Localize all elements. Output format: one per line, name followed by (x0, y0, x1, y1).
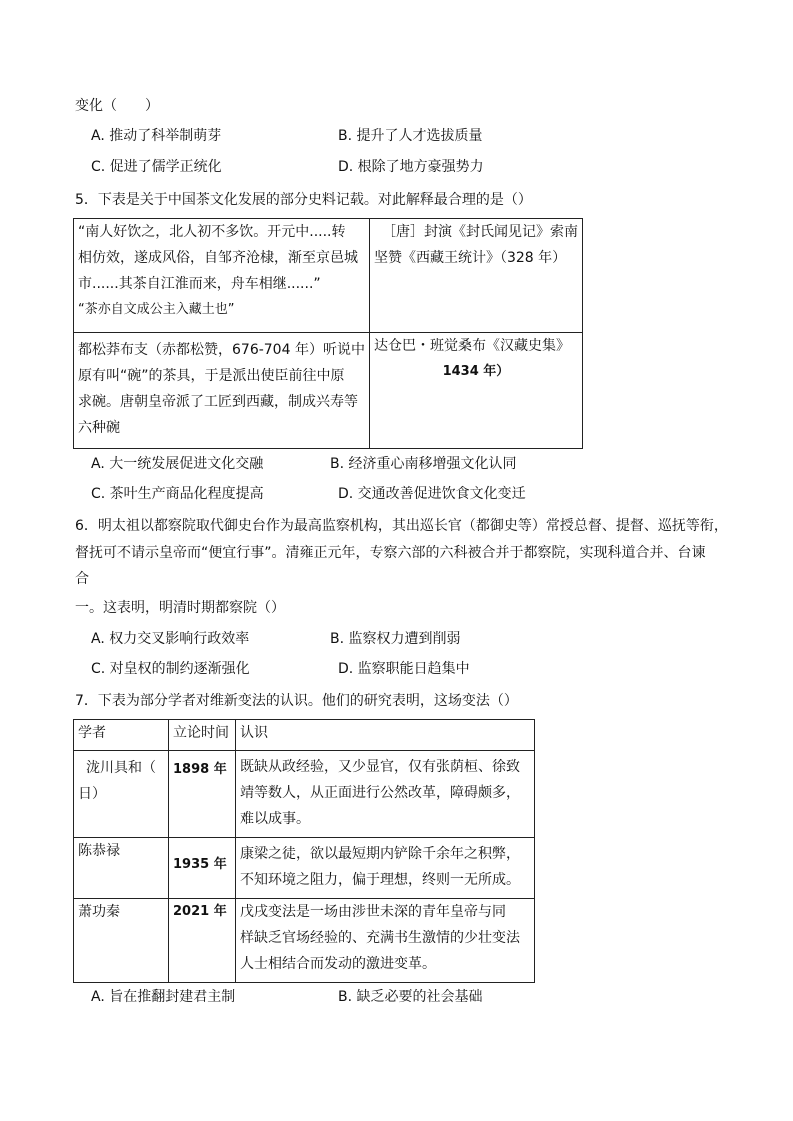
q7-row3-scholar (74, 899, 169, 983)
q7-row1-view-line3: 难以成事。 (240, 811, 310, 827)
q5-row1-line1: “南人好饮之，北人初不多饮。开元中.....转 (78, 224, 346, 240)
q7-row1-view-line2: 靖等数人，从正面进行公然改革，障碍颇多， (240, 785, 520, 801)
q4-stem-tail: 变化（ ） (75, 98, 159, 114)
q7-row3-time: 2021 年 (169, 899, 236, 983)
q7-header-view: 认识 (236, 720, 535, 751)
q5-row2-content (74, 333, 370, 449)
q5-row1-content (74, 219, 370, 333)
q6-option-c: C. 对皇权的制约逐渐强化 (91, 661, 250, 677)
q7-option-a: A. 旨在推翻封建君主制 (91, 989, 236, 1005)
q5-row1-line2: 相仿效，遂成风俗，自邹齐沧棣，渐至京邑城 (78, 250, 358, 266)
q5-row1-source-line1: ［唐］封演《封氏闻见记》索南 (381, 224, 578, 240)
q6-option-b: B. 监察权力遭到削弱 (330, 631, 461, 647)
q7-option-b: B. 缺乏必要的社会基础 (338, 989, 483, 1005)
q5-row2-source-line2: 1434 年） (442, 364, 510, 379)
q5-stem: 5．下表是关于中国茶文化发展的部分史料记载。对此解释最合理的是（） (75, 192, 532, 208)
q7-scholar-table (73, 719, 535, 983)
q5-option-a: A. 大一统发展促进文化交融 (91, 456, 264, 472)
q4-option-a: A. 推动了科举制萌芽 (91, 128, 222, 144)
q5-row2-line4: 六种碗 (78, 420, 120, 436)
q5-row2-line3: 求碗。唐朝皇帝派了工匠到西藏，制成兴寿等 (78, 394, 358, 410)
q7-header-scholar: 学者 (74, 720, 169, 751)
q7-row1-time: 1898 年 (169, 751, 236, 838)
q7-row2-scholar (74, 838, 169, 899)
q5-option-b: B. 经济重心南移增强文化认同 (330, 456, 517, 472)
q5-row2-line1: 都松莽布支（赤都松赞，676-704 年）听说中 (78, 342, 365, 358)
q7-stem: 7．下表为部分学者对维新变法的认识。他们的研究表明，这场变法（） (75, 693, 518, 709)
q5-row1-line3: 市......其茶自江淮而来，舟车相继......” (78, 276, 321, 292)
q7-row3-view-line2: 样缺乏官场经验的、充满书生激情的少壮变法 (240, 930, 520, 946)
q7-row1-scholar (74, 751, 169, 838)
q6-stem-line2: 督抚可不请示皇帝而“便宜行事”。清雍正元年，专察六部的六科被合并于都察院，实现科道合并、台谏 (75, 545, 706, 561)
q7-header-time: 立论时间 (169, 720, 236, 751)
q5-row2-line2: 原有叫“碗”的茶具，于是派出使臣前往中原 (78, 368, 345, 384)
q4-option-d: D. 根除了地方豪强势力 (338, 159, 484, 175)
q7-row2-view-line2: 不知环境之阻力，偏于理想，终则一无所成。 (240, 872, 520, 888)
q5-source-table (73, 218, 583, 449)
q7-row2-time: 1935 年 (169, 838, 236, 899)
q7-row3-view (236, 899, 535, 983)
q7-row2-view (236, 838, 535, 899)
q7-row2-view-line1: 康梁之徒，欲以最短期内铲除千余年之积弊， (240, 846, 520, 862)
q5-row1-line4: “茶亦自文成公主入藏土也” (78, 302, 235, 317)
q6-stem-line3: 合 (75, 571, 89, 587)
q5-row2-source (369, 333, 582, 449)
q5-option-c: C. 茶叶生产商品化程度提高 (91, 486, 264, 502)
q7-row3-view-line3: 人士相结合而发动的激进变革。 (240, 956, 436, 972)
q5-row1-source (369, 219, 582, 333)
q4-option-b: B. 提升了人才选拔质量 (338, 128, 483, 144)
q7-row2-scholar-line1: 陈恭禄 (78, 843, 120, 859)
q6-stem-line1: 6．明太祖以都察院取代御史台作为最高监察机构，其出巡长官（都御史等）常授总督、提督、巡抚等衔， (75, 518, 728, 534)
q6-stem-line4: 一。这表明，明清时期都察院（） (75, 600, 285, 616)
q7-row1-scholar-line2: 日） (78, 786, 106, 802)
q6-option-a: A. 权力交叉影响行政效率 (91, 631, 250, 647)
q5-row1-source-line2: 坚赞《西藏王统计》（328 年） (373, 250, 567, 266)
q6-option-d: D. 监察职能日趋集中 (338, 661, 470, 677)
q7-row1-view (236, 751, 535, 838)
q7-row1-scholar-line1: 泷川具和（ (86, 760, 156, 776)
q7-row1-view-line1: 既缺从政经验，又少显官，仅有张荫桓、徐致 (240, 759, 520, 775)
q7-row3-scholar-line1: 萧功秦 (78, 904, 120, 920)
q5-option-d: D. 交通改善促进饮食文化变迁 (338, 486, 526, 502)
q5-row2-source-line1: 达仓巴・班觉桑布《汉藏史集》 (373, 338, 570, 354)
q7-row3-view-line1: 戊戌变法是一场由涉世未深的青年皇帝与同 (240, 904, 506, 920)
q4-option-c: C. 促进了儒学正统化 (91, 159, 222, 175)
